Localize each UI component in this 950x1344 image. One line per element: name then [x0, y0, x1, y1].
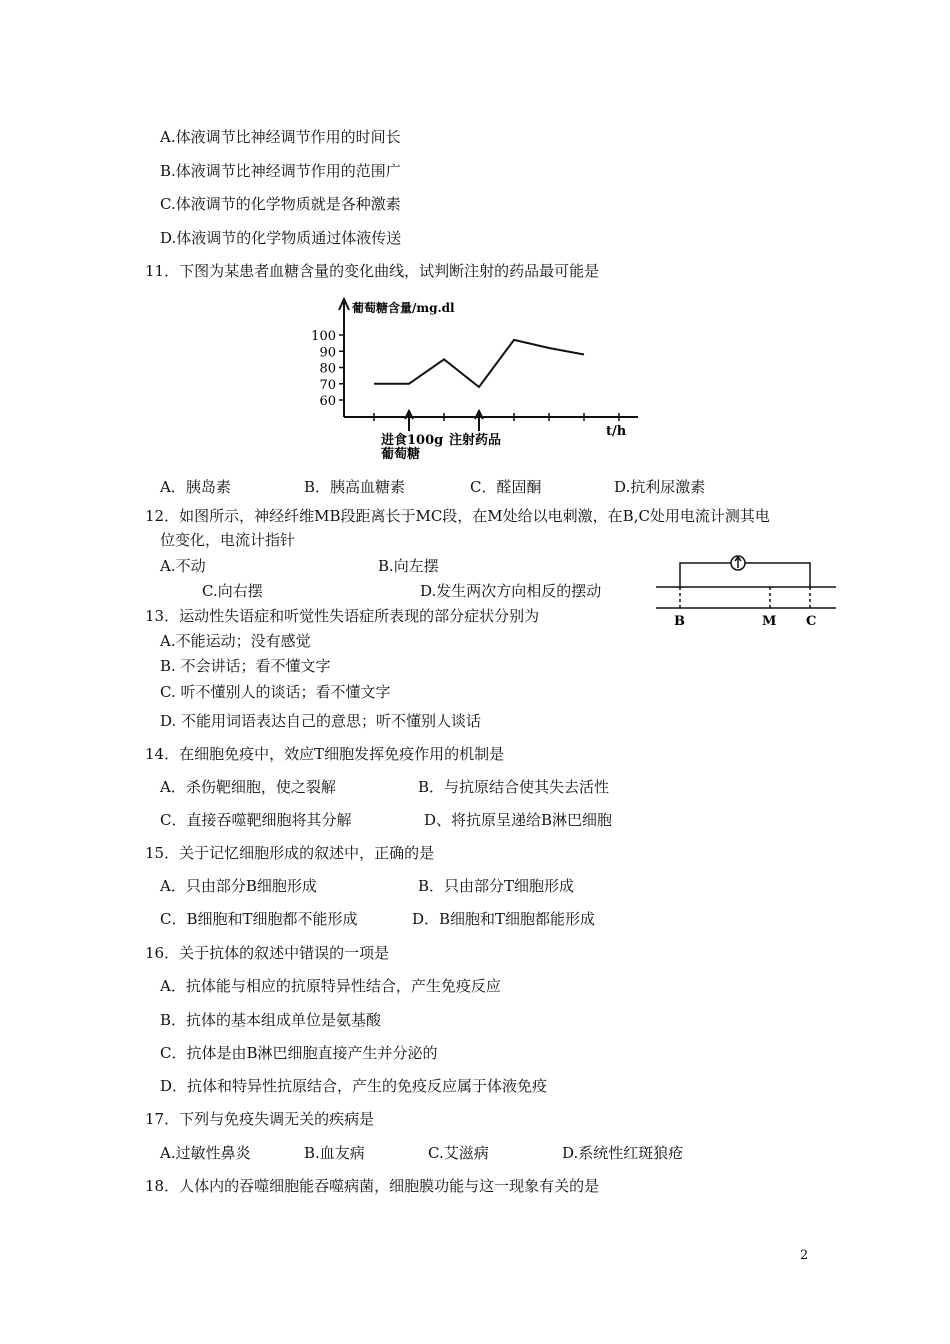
- q12-stem-line1: 12．如图所示，神经纤维MB段距离长于MC段，在M处给以电刺激，在B,C处用电流计测其电: [145, 507, 770, 525]
- galvanometer-wire: [680, 563, 810, 587]
- q10-option-d: D.体液调节的化学物质通过体液传送: [160, 229, 402, 247]
- chart-xlabel: t/h: [606, 424, 627, 439]
- q13-option-d: D. 不能用词语表达自己的意思；听不懂别人谈话: [160, 712, 482, 730]
- q13-option-c: C. 听不懂别人的谈话；看不懂文字: [160, 683, 391, 701]
- q16-option-a: A．抗体能与相应的抗原特异性结合，产生免疫反应: [160, 977, 501, 995]
- label-b: B: [674, 614, 685, 629]
- glucose-series-line: [374, 340, 584, 387]
- q15-option-b: B．只由部分T细胞形成: [418, 877, 575, 895]
- event-label-line2: 葡萄糖: [381, 447, 421, 462]
- y-tick-label: 80: [319, 361, 336, 377]
- q17-option-d: D.系统性红斑狼疮: [562, 1144, 684, 1162]
- y-tick-label: 70: [319, 377, 336, 393]
- q11-option-c: C．醛固酮: [470, 478, 542, 496]
- y-tick-label: 90: [319, 345, 336, 361]
- q12-option-d: D.发生两次方向相反的摆动: [420, 582, 602, 600]
- q17-option-a: A.过敏性鼻炎: [160, 1144, 251, 1162]
- q13-option-b: B. 不会讲话；看不懂文字: [160, 657, 331, 675]
- q12-stem-line2: 位变化，电流计指针: [160, 531, 296, 549]
- label-m: M: [762, 614, 777, 629]
- q11-option-d: D.抗利尿激素: [614, 478, 706, 496]
- q14-option-d: D、将抗原呈递给B淋巴细胞: [424, 811, 613, 829]
- q15-option-c: C．B细胞和T细胞都不能形成: [160, 910, 358, 928]
- q17-option-b: B.血友病: [304, 1144, 365, 1162]
- q12-option-b: B.向左摆: [378, 557, 439, 575]
- q10-option-c: C.体液调节的化学物质就是各种激素: [160, 195, 401, 213]
- event-label: 注射药品: [449, 433, 502, 448]
- chart-ylabel: 葡萄糖含量/mg.dl: [352, 301, 455, 315]
- q16-stem: 16．关于抗体的叙述中错误的一项是: [145, 944, 390, 962]
- y-tick-label: 100: [311, 329, 336, 344]
- q15-option-d: D．B细胞和T细胞都能形成: [412, 910, 596, 928]
- q18-stem: 18．人体内的吞噬细胞能吞噬病菌，细胞膜功能与这一现象有关的是: [145, 1177, 600, 1195]
- q11-stem: 11．下图为某患者血糖含量的变化曲线，试判断注射的药品最可能是: [145, 262, 600, 280]
- q13-stem: 13．运动性失语症和听觉性失语症所表现的部分症状分别为: [145, 607, 540, 625]
- q13-option-a: A.不能运动；没有感觉: [160, 632, 311, 650]
- nerve-fiber-diagram: [650, 545, 840, 635]
- y-tick-label: 60: [319, 394, 336, 409]
- q10-option-b: B.体液调节比神经调节作用的范围广: [160, 162, 401, 180]
- q14-option-c: C．直接吞噬靶细胞将其分解: [160, 811, 352, 829]
- q10-option-a: A.体液调节比神经调节作用的时间长: [160, 128, 401, 146]
- q12-option-c: C.向右摆: [202, 582, 263, 600]
- q17-option-c: C.艾滋病: [428, 1144, 489, 1162]
- q12-option-a: A.不动: [160, 557, 206, 575]
- label-c: C: [806, 614, 817, 629]
- q11-option-b: B．胰高血糖素: [304, 478, 406, 496]
- q14-option-a: A．杀伤靶细胞，使之裂解: [160, 778, 336, 796]
- q16-option-b: B．抗体的基本组成单位是氨基酸: [160, 1011, 382, 1029]
- q14-option-b: B．与抗原结合使其失去活性: [418, 778, 610, 796]
- q15-stem: 15．关于记忆细胞形成的叙述中，正确的是: [145, 844, 435, 862]
- q15-option-a: A．只由部分B细胞形成: [160, 877, 317, 895]
- page-number: 2: [800, 1248, 809, 1263]
- q17-stem: 17．下列与免疫失调无关的疾病是: [145, 1110, 375, 1128]
- event-label: 进食100g: [381, 433, 444, 448]
- blood-glucose-chart: [300, 290, 660, 465]
- q16-option-c: C．抗体是由B淋巴细胞直接产生并分泌的: [160, 1044, 438, 1062]
- q16-option-d: D．抗体和特异性抗原结合，产生的免疫反应属于体液免疫: [160, 1077, 548, 1095]
- q14-stem: 14．在细胞免疫中，效应T细胞发挥免疫作用的机制是: [145, 745, 505, 763]
- q11-option-a: A．胰岛素: [160, 478, 231, 496]
